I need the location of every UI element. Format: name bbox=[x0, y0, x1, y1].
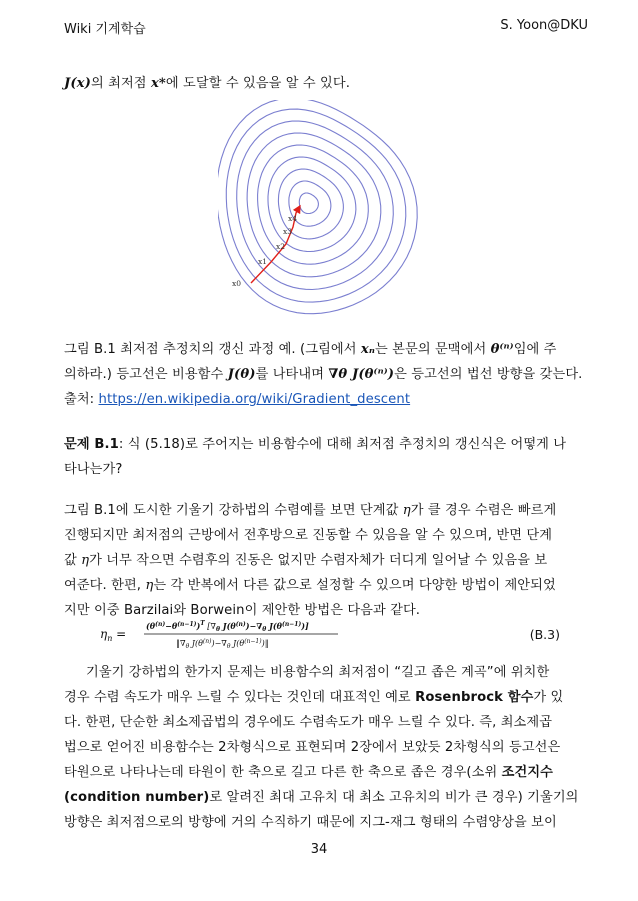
contour-ring bbox=[258, 145, 369, 264]
para2-line-2: 경우 수렴 속도가 매우 느릴 수 있다는 것인데 대표적인 예로 Rosenbrock 함수가 있 bbox=[64, 690, 564, 705]
para2-line-3: 다. 한편, 단순한 최소제곱법의 경우에도 수렴속도가 매우 느릴 수 있다. 즉, 최소제곱 bbox=[64, 715, 553, 730]
para1-line-5: 지만 이중 Barzilai와 Borwein이 제안한 방법은 다음과 같다. bbox=[64, 603, 421, 618]
contour-ring bbox=[299, 193, 318, 214]
para2-line-4: 법으로 얻어진 비용함수는 2차형식으로 표현되며 2장에서 보았듯 2차형식의 등고선은 bbox=[64, 740, 561, 755]
svg-text:ηn =: $\eta_n$ = bbox=[100, 627, 127, 643]
label-x4: x4 bbox=[288, 214, 298, 223]
problem-line-2: 타나는가? bbox=[64, 462, 123, 477]
label-x1: x1 bbox=[258, 257, 268, 266]
equation-b3 bbox=[100, 617, 550, 653]
problem-label: 문제 B.1 bbox=[64, 437, 119, 452]
contour-ring bbox=[247, 133, 381, 277]
problem-line-1: 문제 B.1: 식 (5.18)로 주어지는 비용함수에 대해 최저점 추정치의 갱신식은 어떻게 나 bbox=[64, 437, 567, 452]
intro-symbol-2: x* bbox=[150, 76, 166, 91]
intro-line: J(x)의 최저점 x*에 도달할 수 있음을 알 수 있다. bbox=[64, 76, 351, 91]
label-x2: x2 bbox=[276, 242, 286, 251]
para2-line-5: 타원으로 나타나는데 타원이 한 축으로 길고 다른 한 축으로 좁은 경우(소위 조건지수 bbox=[64, 765, 553, 780]
header-right: S. Yoon@DKU bbox=[500, 18, 588, 33]
para1-line-2: 진행되지만 최저점의 근방에서 전후방으로 진동할 수 있음을 알 수 있으며, 반면 단계 bbox=[64, 528, 553, 543]
para2-line-6: (condition number)로 알려진 최대 고유치 대 최소 고유치의 비가 큰 경우) 기울기의 bbox=[64, 790, 579, 805]
intro-symbol: J(x) bbox=[64, 76, 91, 91]
header-left: Wiki 기계학습 bbox=[64, 22, 146, 37]
caption-line-2: 의하라.) 등고선은 비용함수 J(θ)를 나타내며 ∇θ J(θ⁽ⁿ⁾)은 등고선의 법선 방향을 갖는다. bbox=[64, 367, 583, 382]
label-x3: x3 bbox=[283, 227, 293, 236]
para2-line-7: 방향은 최저점으로의 방향에 거의 수직하기 때문에 지그-재그 형태의 수렴양상을 보이 bbox=[64, 815, 557, 830]
svg-text:(θ(n)−θ(n−1))T [∇θ J(θ(n))−∇θ: $(\theta^{(n)}-\theta^{(n-1)})^T$ [$\nabla_\theta$ $J(\theta^{(n)})-\nabla_\theta$ $J(\theta^{(n-1)})$] bbox=[146, 620, 309, 633]
caption-line-1: 그림 B.1 최저점 추정치의 갱신 과정 예. (그림에서 xₙ는 본문의 문맥에서 θ⁽ⁿ⁾임에 주 bbox=[64, 342, 557, 357]
label-x0: x0 bbox=[232, 279, 242, 288]
contour-ring bbox=[268, 157, 356, 252]
para1-line-1: 그림 B.1에 도시한 기울기 강하법의 수렴예를 보면 단계값 η가 클 경우 수렴은 빠르게 bbox=[64, 503, 557, 518]
equation-number: (B.3) bbox=[529, 627, 560, 642]
para2-line-1: 기울기 강하법의 한가지 문제는 비용함수의 최저점이 “길고 좁은 계곡”에 위치한 bbox=[86, 665, 550, 680]
page-number: 34 bbox=[310, 842, 328, 857]
caption-source: 출처: https://en.wikipedia.org/wiki/Gradient_descent bbox=[64, 392, 411, 407]
contour-lines bbox=[218, 100, 417, 314]
svg-text:‖∇θ J(θ(n))−∇θ J(θ(n−1))‖: $‖\nabla_\theta$ $J(\theta^{(n)})-\nabla_\theta$ $J(\theta^{(n-1)})‖$ bbox=[176, 638, 269, 650]
para1-line-4: 여준다. 한편, η는 각 반복에서 다른 값으로 설정할 수 있으며 다양한 방법이 제안되었 bbox=[64, 578, 556, 593]
contour-figure bbox=[218, 100, 433, 325]
para1-line-3: 값 η가 너무 작으면 수렴후의 진동은 없지만 수렴자체가 더디게 일어날 수 있음을 보 bbox=[64, 553, 548, 568]
source-link[interactable]: https://en.wikipedia.org/wiki/Gradient_descent bbox=[98, 392, 411, 407]
